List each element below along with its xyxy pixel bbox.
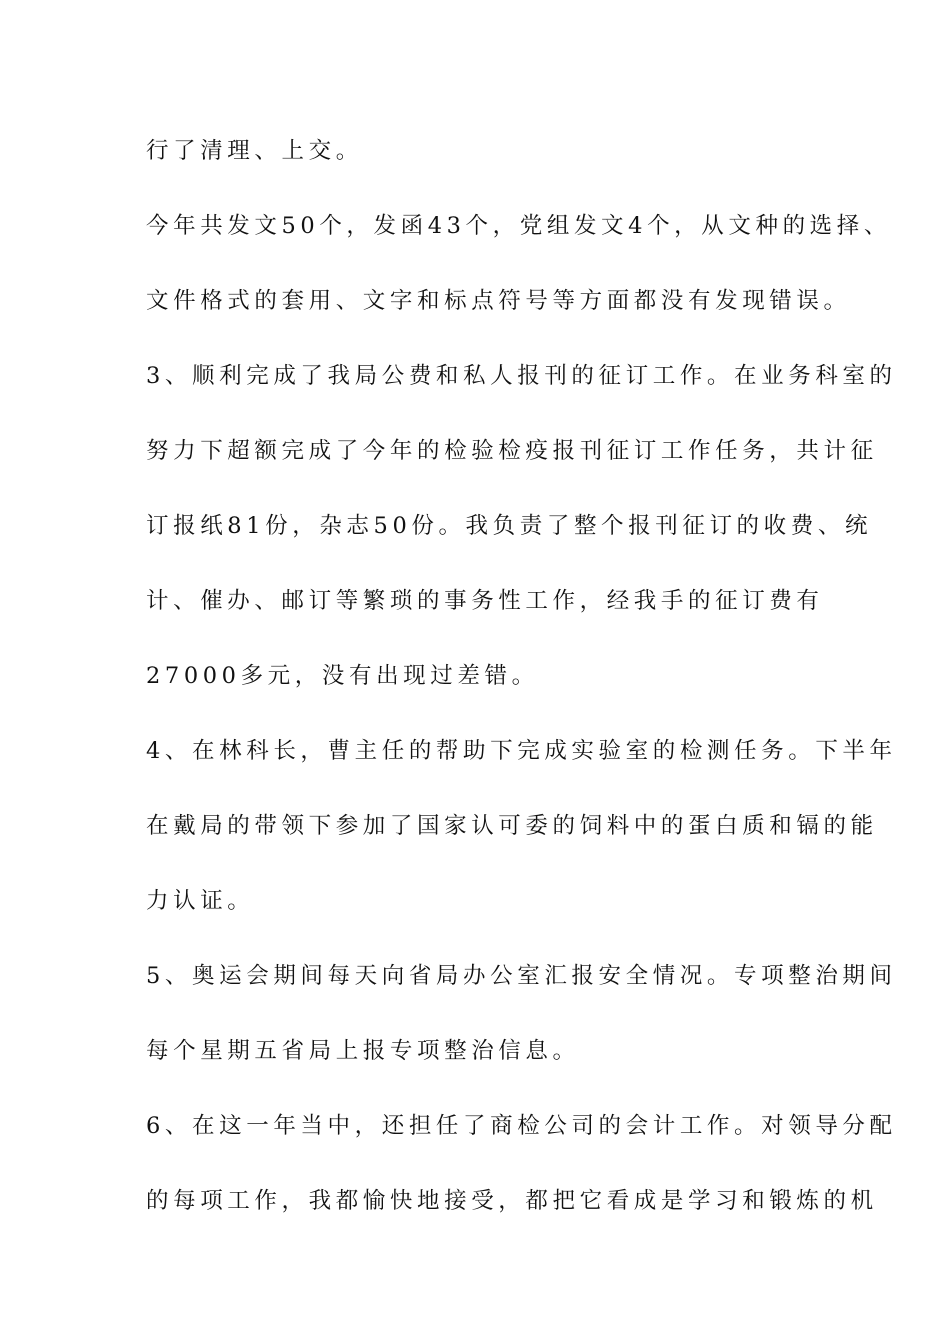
- text-line: 今年共发文50个，发函43个，党组发文4个，从文种的选择、: [146, 213, 891, 239]
- text-line: 的每项工作，我都愉快地接受，都把它看成是学习和锻炼的机: [146, 1188, 878, 1214]
- text-line: 努力下超额完成了今年的检验检疫报刊征订工作任务，共计征: [146, 438, 878, 464]
- text-line: 计、催办、邮订等繁琐的事务性工作，经我手的征订费有: [146, 588, 824, 614]
- text-line: 每个星期五省局上报专项整治信息。: [146, 1038, 580, 1064]
- text-line: 行了清理、上交。: [146, 138, 363, 164]
- text-line: 订报纸81份，杂志50份。我负责了整个报刊征订的收费、统: [146, 513, 873, 539]
- text-line: 5、奥运会期间每天向省局办公室汇报安全情况。专项整治期间: [146, 963, 897, 989]
- text-line: 力认证。: [146, 888, 255, 914]
- text-line: 4、在林科长，曹主任的帮助下完成实验室的检测任务。下半年: [146, 738, 897, 764]
- text-line: 文件格式的套用、文字和标点符号等方面都没有发现错误。: [146, 288, 851, 314]
- text-line: 27000多元，没有出现过差错。: [146, 663, 539, 689]
- text-line: 在戴局的带领下参加了国家认可委的饲料中的蛋白质和镉的能: [146, 813, 878, 839]
- text-line: 6、在这一年当中，还担任了商检公司的会计工作。对领导分配: [146, 1113, 897, 1139]
- text-line: 3、顺利完成了我局公费和私人报刊的征订工作。在业务科室的: [146, 363, 897, 389]
